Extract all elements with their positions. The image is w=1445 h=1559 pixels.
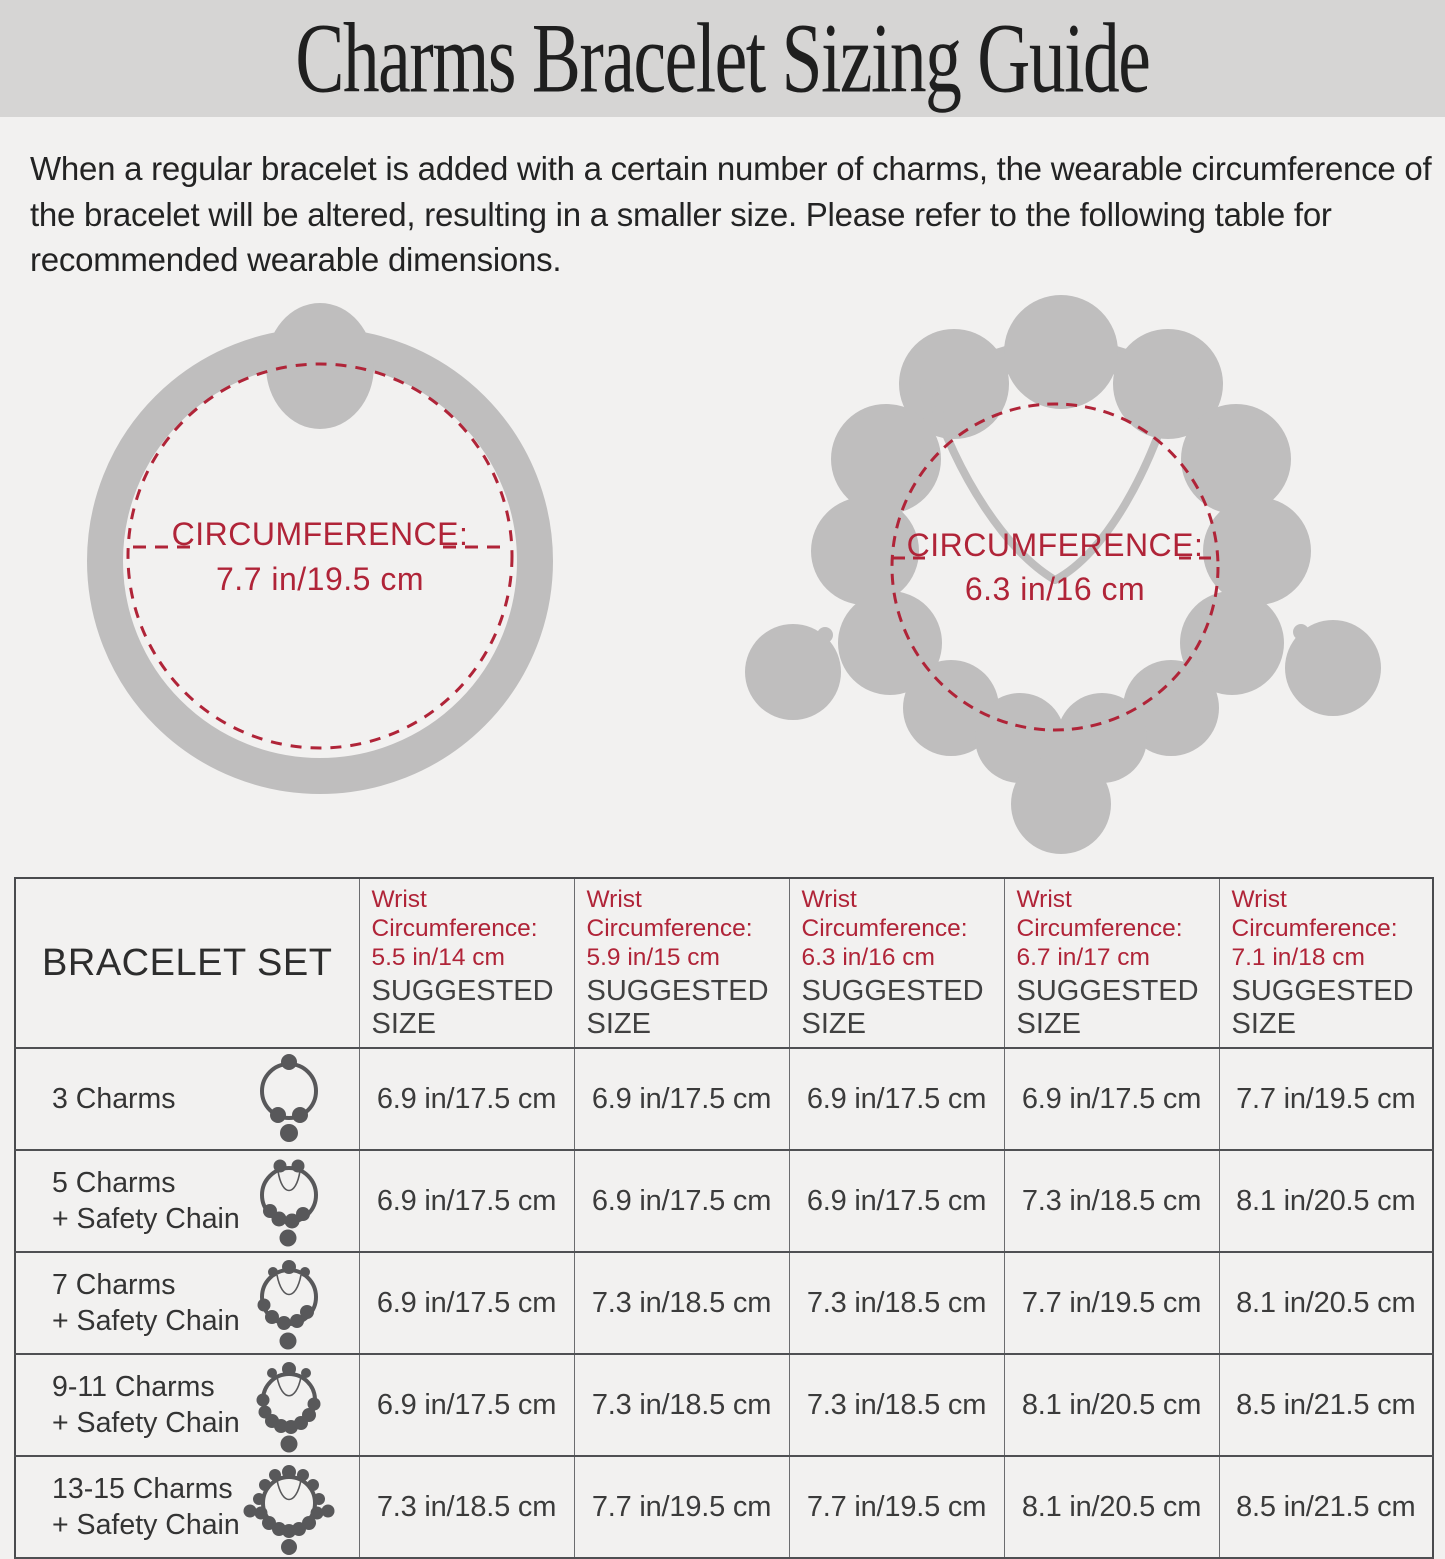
size-value: 7.3 in/18.5 cm [1004,1150,1219,1252]
table-row [15,1354,1433,1456]
table-header-row [15,878,1433,1048]
column-header-17cm: Wrist Circumference: 6.7 in/17 cm SUGGESTED SIZE [1004,878,1219,1048]
header-band [0,0,1445,117]
clasp-bead [266,303,374,429]
set-cell-5-charms: 5 Charms + Safety Chain [15,1150,359,1252]
sizing-table [14,877,1434,1559]
size-value: 6.9 in/17.5 cm [359,1252,574,1354]
size-value: 8.1 in/20.5 cm [1004,1456,1219,1558]
set-cell-13-15-charms: 13-15 Charms + Safety Chain [15,1456,359,1558]
set-cell-9-11-charms: 9-11 Charms + Safety Chain [15,1354,359,1456]
size-value: 8.1 in/20.5 cm [1219,1150,1433,1252]
size-value: 6.9 in/17.5 cm [789,1150,1004,1252]
bracelet-set-header: BRACELET SET [15,878,359,1048]
size-value: 7.3 in/18.5 cm [789,1354,1004,1456]
size-value: 7.3 in/18.5 cm [574,1354,789,1456]
table-row [15,1150,1433,1252]
safety-chain-clasp [920,379,938,397]
size-value: 6.9 in/17.5 cm [789,1048,1004,1150]
intro-paragraph: When a regular bracelet is added with a certain number of charms, the wearable circumference of the bracelet will be altered, resulting in a smaller size. Please refer to the following table for recommended wearable dimensions. [30,150,1432,278]
size-value: 7.7 in/19.5 cm [1004,1252,1219,1354]
bracelet-5-charms-safety-chain-icon [243,1151,335,1251]
circumference-value: 6.3 in/16 cm [964,571,1146,607]
size-value: 6.9 in/17.5 cm [359,1150,574,1252]
column-header-16cm: Wrist Circumference: 6.3 in/16 cm SUGGESTED SIZE [789,878,1004,1048]
set-cell-7-charms: 7 Charms + Safety Chain [15,1252,359,1354]
circumference-value: 7.7 in/19.5 cm [216,561,424,597]
size-value: 8.5 in/21.5 cm [1219,1354,1433,1456]
size-value: 6.9 in/17.5 cm [1004,1048,1219,1150]
bracelet-9-11-charms-safety-chain-icon [243,1355,335,1455]
table-row [15,1252,1433,1354]
column-header-18cm: Wrist Circumference: 7.1 in/18 cm SUGGESTED SIZE [1219,878,1433,1048]
size-value: 6.9 in/17.5 cm [574,1150,789,1252]
table-row [15,1048,1433,1150]
table-row [15,1456,1433,1558]
circumference-label: CIRCUMFERENCE: [906,527,1204,563]
plain-bracelet-illustration [55,278,585,858]
dangle-charm-right [1285,620,1381,716]
size-value: 6.9 in/17.5 cm [359,1354,574,1456]
size-value: 8.1 in/20.5 cm [1219,1252,1433,1354]
page-title: Charms Bracelet Sizing Guide [295,3,1150,114]
circumference-label: CIRCUMFERENCE: [171,516,469,552]
bracelet-7-charms-safety-chain-icon [243,1253,335,1353]
dangle-charm-bottom [1011,754,1111,854]
size-value: 6.9 in/17.5 cm [574,1048,789,1150]
size-value: 8.1 in/20.5 cm [1004,1354,1219,1456]
dangle-charm-left [745,624,841,720]
bracelet-13-15-charms-safety-chain-icon [243,1457,335,1557]
size-value: 7.3 in/18.5 cm [789,1252,1004,1354]
bracelet-3-charms-icon [243,1049,335,1149]
column-header-14cm: Wrist Circumference: 5.5 in/14 cm SUGGESTED SIZE [359,878,574,1048]
size-value: 7.3 in/18.5 cm [359,1456,574,1558]
size-value: 7.7 in/19.5 cm [789,1456,1004,1558]
set-cell-3-charms: 3 Charms [15,1048,359,1150]
size-value: 7.7 in/19.5 cm [574,1456,789,1558]
charm-bracelet-illustration [733,280,1393,860]
size-value: 7.3 in/18.5 cm [574,1252,789,1354]
size-value: 7.7 in/19.5 cm [1219,1048,1433,1150]
size-value: 8.5 in/21.5 cm [1219,1456,1433,1558]
column-header-15cm: Wrist Circumference: 5.9 in/15 cm SUGGESTED SIZE [574,878,789,1048]
size-value: 6.9 in/17.5 cm [359,1048,574,1150]
